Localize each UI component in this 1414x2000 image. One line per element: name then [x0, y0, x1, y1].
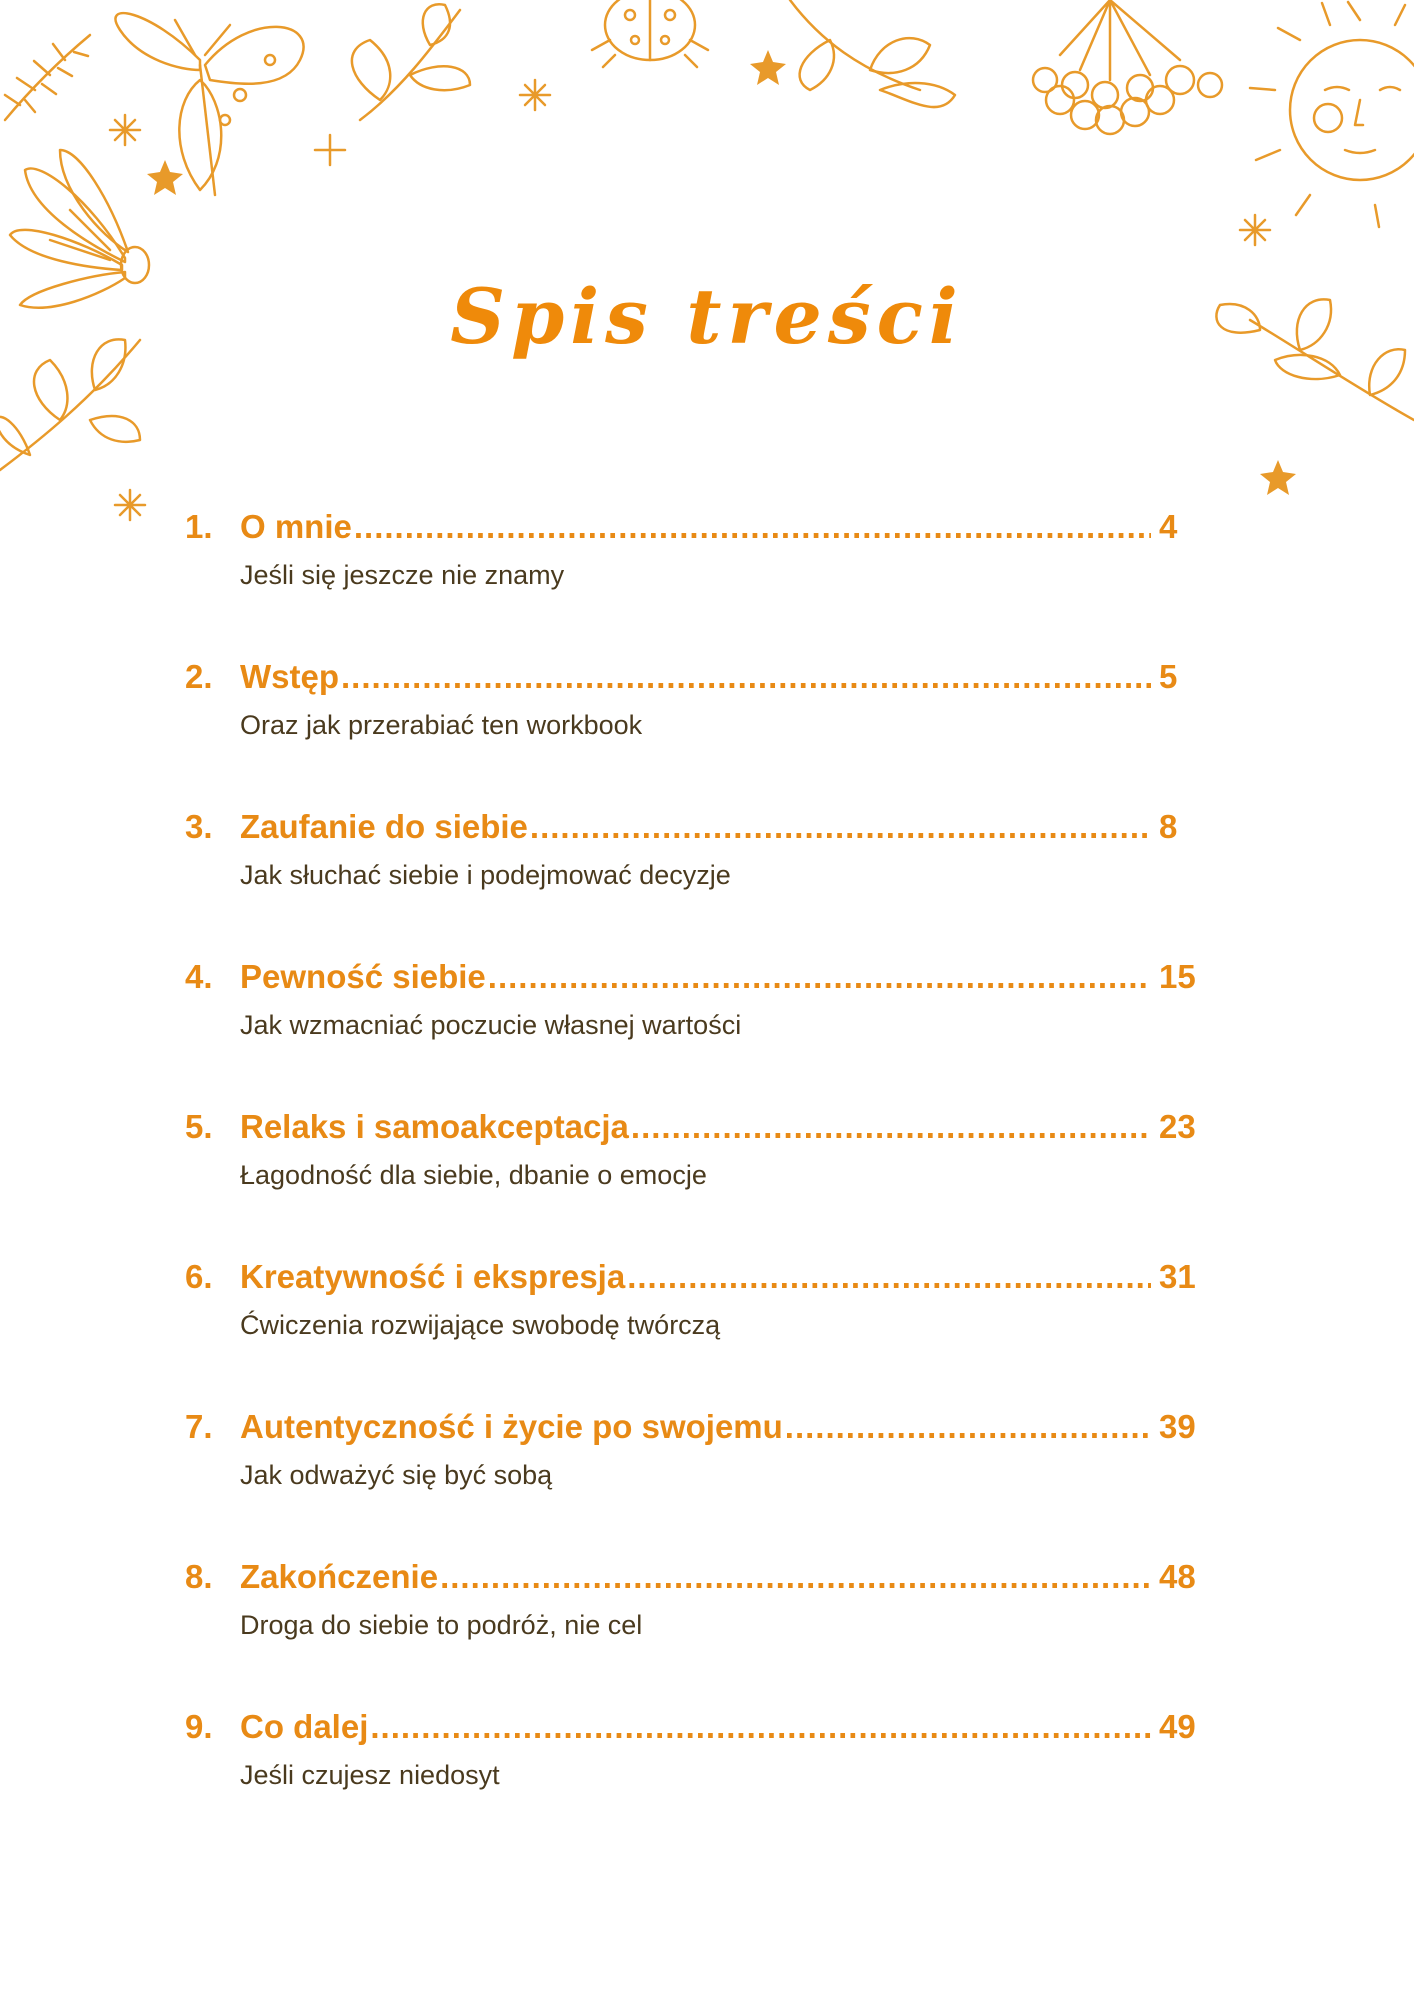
toc-entry[interactable] — [185, 1408, 1205, 1558]
ladybug-icon — [592, 0, 708, 67]
toc-entry-heading — [185, 1108, 1205, 1158]
toc-entry-heading — [185, 808, 1205, 858]
toc-entry-subtitle: Jeśli czujesz niedosyt — [240, 1760, 500, 1790]
dot-leader — [488, 958, 1151, 996]
toc-entry-subtitle: Jak odważyć się być sobą — [240, 1460, 553, 1490]
toc-entry-heading — [185, 1558, 1205, 1608]
toc-entry-number: 2. — [185, 658, 213, 695]
toc-entry[interactable] — [185, 808, 1205, 958]
toc-entry-number: 6. — [185, 1258, 213, 1295]
toc-entry-number: 1. — [185, 508, 213, 545]
toc-entry-subtitle: Ćwiczenia rozwijające swobodę twórczą — [240, 1310, 721, 1340]
toc-entry-heading — [185, 1408, 1205, 1458]
toc-entry[interactable] — [185, 958, 1205, 1108]
dot-leader — [627, 1258, 1151, 1296]
toc-entry-title: O mnie — [240, 508, 352, 545]
toc-entry-subtitle: Jak słuchać siebie i podejmować decyzje — [240, 860, 731, 890]
toc-entry-subtitle: Jeśli się jeszcze nie znamy — [240, 560, 565, 590]
page-title: Spis treści — [450, 272, 964, 361]
toc-entry-page: 5 — [1159, 658, 1178, 695]
dot-leader — [785, 1408, 1151, 1446]
toc-entry-page: 4 — [1159, 508, 1178, 545]
toc-entry-page: 48 — [1159, 1558, 1196, 1595]
toc-entry-title: Co dalej — [240, 1708, 369, 1745]
toc-entry-title: Kreatywność i ekspresja — [240, 1258, 626, 1295]
toc-entry-page: 49 — [1159, 1708, 1196, 1745]
toc-entry-title: Autentyczność i życie po swojemu — [240, 1408, 783, 1445]
toc-entry-heading — [185, 1708, 1205, 1758]
toc-entry-number: 9. — [185, 1708, 213, 1745]
toc-entry-page: 15 — [1159, 958, 1196, 995]
toc-entry[interactable] — [185, 508, 1205, 658]
toc-entry-title: Zaufanie do siebie — [240, 808, 528, 845]
toc-entry-page: 39 — [1159, 1408, 1196, 1445]
fern-icon — [5, 35, 90, 120]
toc-entry-title: Relaks i samoakceptacja — [240, 1108, 629, 1145]
toc-entry-number: 3. — [185, 808, 213, 845]
toc-entry-title: Pewność siebie — [240, 958, 486, 995]
sun-face-icon — [1250, 2, 1414, 227]
toc-entry-subtitle: Oraz jak przerabiać ten workbook — [240, 710, 643, 740]
toc-entry-number: 5. — [185, 1108, 213, 1145]
leaf-branch-icon — [352, 4, 470, 120]
table-of-contents — [185, 508, 1205, 1858]
toc-entry-page: 8 — [1159, 808, 1178, 845]
toc-entry-heading — [185, 508, 1205, 558]
toc-entry-number: 8. — [185, 1558, 213, 1595]
dot-leader — [341, 658, 1151, 696]
toc-entry[interactable] — [185, 1708, 1205, 1858]
butterfly-icon — [115, 13, 303, 195]
leaf-branch-icon — [790, 0, 955, 107]
toc-entry-subtitle: Łagodność dla siebie, dbanie o emocje — [240, 1160, 707, 1190]
toc-entry-heading — [185, 1258, 1205, 1308]
toc-entry-page: 31 — [1159, 1258, 1196, 1295]
toc-entry-subtitle: Droga do siebie to podróż, nie cel — [240, 1610, 643, 1640]
toc-entry-number: 7. — [185, 1408, 213, 1445]
toc-entry-number: 4. — [185, 958, 213, 995]
toc-entry[interactable] — [185, 658, 1205, 808]
toc-entry-heading — [185, 658, 1205, 708]
dot-leader — [631, 1108, 1151, 1146]
dot-leader — [440, 1558, 1151, 1596]
flower-cluster-icon — [1033, 0, 1222, 134]
dot-leader — [530, 808, 1151, 846]
toc-entry-subtitle: Jak wzmacniać poczucie własnej wartości — [240, 1010, 742, 1040]
toc-entry[interactable] — [185, 1558, 1205, 1708]
toc-entry-page: 23 — [1159, 1108, 1196, 1145]
toc-entry-title: Zakończenie — [240, 1558, 439, 1595]
toc-entry-heading — [185, 958, 1205, 1008]
dot-leader — [354, 508, 1151, 546]
toc-entry-title: Wstęp — [240, 658, 339, 695]
toc-entry[interactable] — [185, 1108, 1205, 1258]
toc-entry[interactable] — [185, 1258, 1205, 1408]
dot-leader — [370, 1708, 1151, 1746]
